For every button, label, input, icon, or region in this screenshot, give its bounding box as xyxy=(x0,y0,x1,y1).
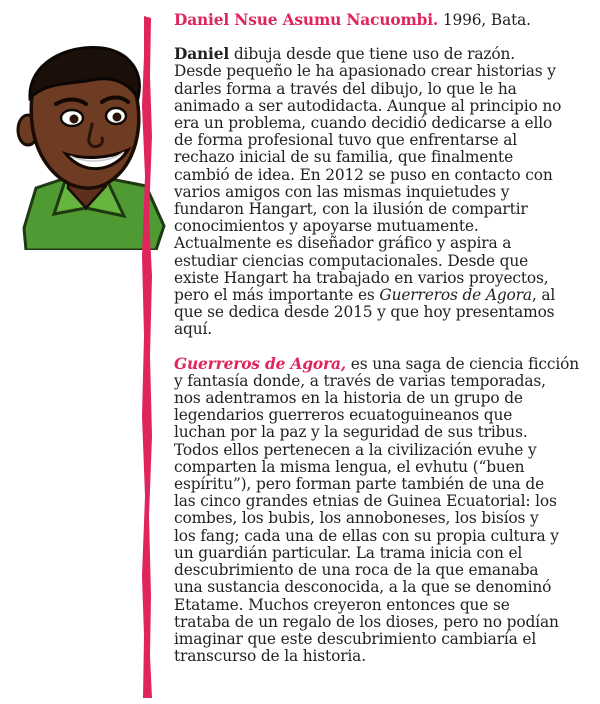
bio-text: , al xyxy=(531,286,556,305)
text-column xyxy=(174,12,598,665)
bio-line: de forma profesional tuvo que enfrentarse al xyxy=(174,131,518,150)
bio-line: darles forma a través del dibujo, lo que le ha xyxy=(174,79,517,98)
bio-text: pero el más importante es xyxy=(174,286,380,305)
bio-text: dibuja desde que tiene uso de razón. xyxy=(229,45,515,64)
author-heading xyxy=(174,12,598,29)
author-details: 1996, Bata. xyxy=(438,11,531,29)
author-name: Daniel Nsue Asumu Nacuombi. xyxy=(174,11,439,29)
brush-stripe-icon xyxy=(140,16,154,698)
bio-line: varios amigos con las mismas inquietudes y xyxy=(174,182,510,201)
bio-line: aquí. xyxy=(174,320,213,339)
saga-line: los fang; cada una de ellas con su propia cultura y xyxy=(174,526,559,545)
saga-line: Todos ellos pertenecen a la civilización evuhe y xyxy=(174,440,537,459)
bio-line: cambió de idea. En 2012 se puso en contacto con xyxy=(174,165,553,184)
saga-line: legendarios guerreros ecuatoguineanos que xyxy=(174,406,513,425)
saga-line: trataba de un regalo de los dioses, pero no podían xyxy=(174,612,559,631)
bio-line: existe Hangart ha trabajado en varios proyectos, xyxy=(174,268,549,287)
saga-title: Guerreros de Agora, xyxy=(174,354,347,373)
saga-line: descubrimiento de una roca de la que emanaba xyxy=(174,561,539,580)
bio-line: conocimientos y apoyarse mutuamente. xyxy=(174,217,479,236)
bio-line: animado a ser autodidacta. Aunque al principio no xyxy=(174,96,562,115)
saga-line: y fantasía donde, a través de varias temporadas, xyxy=(174,371,546,390)
spacer xyxy=(174,339,598,356)
bio-line: Desde pequeño le ha apasionado crear historias y xyxy=(174,62,556,81)
saga-line: espíritu”), pero forman parte también de una de xyxy=(174,475,545,494)
saga-line: las cinco grandes etnias de Guinea Ecuatorial: los xyxy=(174,492,557,511)
saga-line: combes, los bubis, los annoboneses, los bisíos y xyxy=(174,509,539,528)
bio-line xyxy=(174,287,598,304)
bio-line: estudiar ciencias computacionales. Desde que xyxy=(174,251,529,270)
saga-text: es una saga de ciencia ficción xyxy=(346,354,580,373)
saga-line: luchan por la paz y la seguridad de sus tribus. xyxy=(174,423,528,442)
saga-line: transcurso de la historia. xyxy=(174,647,366,666)
saga-line: un guardián particular. La trama inicia con el xyxy=(174,543,523,562)
saga-paragraph xyxy=(174,356,598,666)
bio-lead-name: Daniel xyxy=(174,45,230,64)
saga-line: una sustancia desconocida, a la que se denominó xyxy=(174,578,552,597)
bio-line: fundaron Hangart, con la ilusión de compartir xyxy=(174,200,528,219)
bio-paragraph xyxy=(174,46,598,338)
spacer xyxy=(174,29,598,46)
saga-title-inline: Guerreros de Agora xyxy=(379,286,532,305)
saga-line: nos adentramos en la historia de un grupo de xyxy=(174,389,523,408)
bio-line: Actualmente es diseñador gráfico y aspira a xyxy=(174,234,512,253)
saga-line: imaginar que este descubrimiento cambiaría el xyxy=(174,629,537,648)
saga-line xyxy=(174,356,598,373)
saga-line: Etatame. Muchos creyeron entonces que se xyxy=(174,595,510,614)
bio-line: era un problema, cuando decidió dedicarse a ello xyxy=(174,114,553,133)
bio-line: que se dedica desde 2015 y que hoy presentamos xyxy=(174,303,555,322)
bio-line xyxy=(174,46,598,63)
saga-line: comparten la misma lengua, el evhutu (“buen xyxy=(174,457,525,476)
bio-line: rechazo inicial de su familia, que finalmente xyxy=(174,148,514,167)
